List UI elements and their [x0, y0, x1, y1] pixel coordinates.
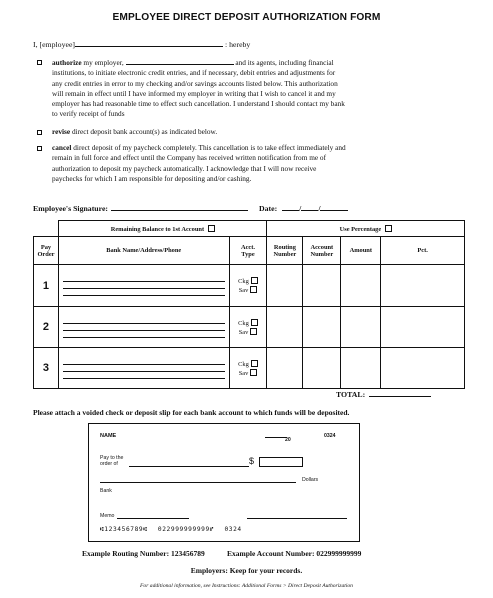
routing-cell[interactable]	[267, 307, 303, 348]
ckg-checkbox[interactable]	[251, 319, 258, 326]
bank-info-cell[interactable]	[58, 307, 229, 348]
pay-to-line: Pay to the	[100, 455, 124, 461]
pct-cell[interactable]	[381, 265, 465, 307]
use-percentage-label: Use Percentage	[339, 225, 382, 233]
amount-cell[interactable]	[341, 265, 381, 307]
authorize-line: employer has had reasonable time to effect such cancellation. I understand I should contact my bank	[52, 99, 345, 109]
sav-checkbox[interactable]	[250, 369, 257, 376]
check-name: NAME	[100, 433, 117, 439]
revise-checkbox[interactable]	[37, 130, 42, 135]
micr-routing: ⑆123456789⑆	[100, 526, 148, 533]
payee-line	[129, 466, 249, 467]
employee-name-field[interactable]	[75, 39, 223, 47]
pay-to-line: order of	[100, 461, 118, 467]
micr-check: 0324	[224, 526, 242, 533]
pct-cell[interactable]	[381, 348, 465, 389]
sav-label: Sav	[238, 328, 249, 336]
amount-cell[interactable]	[341, 348, 381, 389]
use-percentage-header	[267, 221, 465, 237]
table-row	[34, 265, 465, 307]
written-amount-line	[100, 482, 296, 483]
authorize-lead: authorize	[52, 58, 82, 67]
acct-type-line: Type	[241, 250, 255, 258]
ckg-checkbox[interactable]	[251, 277, 258, 284]
cancel-checkbox[interactable]	[37, 146, 42, 151]
account-cell[interactable]	[303, 307, 341, 348]
ckg-label: Ckg	[238, 360, 249, 368]
revise-line1: direct deposit bank account(s) as indicated below.	[71, 127, 218, 136]
employee-intro	[33, 39, 250, 49]
cancel-line: paychecks for which I am responsible for depositing and/or cashing.	[52, 173, 252, 183]
amount-box	[259, 457, 303, 467]
cancel-line1: direct deposit of my paycheck completely. This cancellation is to take effect immediately and	[73, 143, 346, 152]
bank-info-cell[interactable]	[58, 348, 229, 389]
table-row	[34, 307, 465, 348]
sav-checkbox[interactable]	[250, 328, 257, 335]
pay-order-number: 1	[34, 265, 59, 307]
signature-row	[33, 203, 248, 213]
date-month-field[interactable]	[282, 203, 302, 213]
attach-note: Please attach a voided check or deposit slip for each bank account to which funds will be deposited.	[33, 408, 350, 417]
routing-line: Number	[273, 250, 297, 258]
employers-note: Employers: Keep for your records.	[190, 566, 303, 575]
memo-label: Memo	[100, 513, 115, 519]
authorize-line: to verify receipt of funds	[52, 109, 125, 119]
account-header	[303, 237, 341, 265]
deposit-accounts-table	[33, 220, 465, 389]
signature-line	[247, 518, 347, 519]
sav-label: Sav	[238, 369, 249, 377]
routing-cell[interactable]	[267, 265, 303, 307]
authorize-line: institutions, to initiate electronic credit entries, and if necessary, debit entries and adjustments for	[52, 68, 336, 78]
signature-field[interactable]	[111, 203, 248, 211]
account-line: Number	[310, 250, 334, 258]
routing-header	[267, 237, 303, 265]
acct-type-cell	[229, 348, 267, 389]
additional-info: For additional information, see Instructions: Additional Forms > Direct Deposit Authorization	[140, 583, 353, 589]
account-line: Account	[310, 243, 334, 251]
pay-to-label	[100, 455, 123, 467]
check-date-line	[265, 437, 287, 438]
total-field[interactable]	[369, 389, 431, 397]
authorize-line: any credit entries in error to my checking and/or savings accounts listed below. This authorization	[52, 78, 338, 88]
routing-cell[interactable]	[267, 348, 303, 389]
pay-order-header	[34, 237, 59, 265]
total-row	[336, 389, 431, 399]
acct-type-line: Acct.	[240, 243, 255, 251]
dollar-sign: $	[249, 456, 255, 466]
sav-checkbox[interactable]	[250, 286, 257, 293]
pay-order-line: Pay	[40, 243, 52, 251]
ckg-label: Ckg	[238, 319, 249, 327]
option-revise	[52, 127, 432, 137]
acct-type-header	[229, 237, 267, 265]
amount-header: Amount	[341, 237, 381, 265]
example-account: Example Account Number: 022999999999	[227, 549, 362, 558]
cancel-line: authorization to deposit my paycheck automatically. I acknowledge that I will now receive	[52, 163, 317, 173]
date-year-field[interactable]	[320, 203, 348, 211]
table-row	[34, 348, 465, 389]
pay-order-line: Order	[37, 250, 55, 258]
bank-label: Bank	[100, 488, 112, 494]
amount-cell[interactable]	[341, 307, 381, 348]
cancel-lead: cancel	[52, 143, 72, 152]
pay-order-number: 3	[34, 348, 59, 389]
date-label: Date:	[259, 204, 278, 213]
total-label: TOTAL:	[336, 390, 366, 399]
micr-account: 022999999999⑈	[157, 526, 215, 533]
employer-name-field[interactable]	[126, 57, 234, 65]
ckg-label: Ckg	[238, 278, 249, 285]
check-number: 0324	[324, 433, 336, 439]
date-separator: /	[299, 204, 302, 213]
remaining-balance-header	[58, 221, 266, 237]
acct-type-cell	[229, 265, 267, 307]
cancel-line: remain in full force and effect until the Company has received written notification from me of	[52, 153, 327, 163]
memo-line	[117, 518, 189, 519]
account-cell[interactable]	[303, 348, 341, 389]
revise-lead: revise	[52, 127, 71, 136]
intro-prefix: I, [employee]	[33, 40, 75, 49]
bank-name-header: Bank Name/Address/Phone	[58, 237, 229, 265]
option-authorize	[52, 57, 432, 120]
signature-label: Employee's Signature:	[33, 204, 109, 213]
sav-label: Sav	[238, 287, 249, 294]
authorize-checkbox[interactable]	[37, 60, 42, 65]
authorize-line: will remain in effect until I have informed my employer in writing that I wish to cancel it and my	[52, 88, 336, 98]
date-row	[259, 203, 348, 213]
dollars-label: Dollars	[302, 477, 319, 483]
acct-type-cell	[229, 307, 267, 348]
check-twenty: 20	[285, 437, 291, 443]
sample-check	[88, 423, 360, 542]
date-day-field[interactable]	[301, 203, 321, 213]
intro-suffix: : hereby	[225, 40, 251, 49]
authorize-line1b: and its agents, including financial	[235, 58, 334, 67]
remaining-balance-checkbox[interactable]	[208, 225, 215, 232]
pct-cell[interactable]	[381, 307, 465, 348]
use-percentage-checkbox[interactable]	[385, 225, 392, 232]
example-routing: Example Routing Number: 123456789	[82, 549, 205, 558]
option-cancel	[52, 143, 432, 184]
form-title: EMPLOYEE DIRECT DEPOSIT AUTHORIZATION FORM	[112, 12, 381, 23]
account-cell[interactable]	[303, 265, 341, 307]
routing-line: Routing	[273, 243, 296, 251]
blank-cell	[34, 221, 59, 237]
ckg-checkbox[interactable]	[251, 360, 258, 367]
remaining-balance-label: Remaining Balance to 1st Account	[110, 225, 205, 233]
micr-line	[100, 526, 242, 533]
authorize-line1a: my employer,	[83, 58, 124, 67]
pct-header: Pct.	[381, 237, 465, 265]
date-separator: /	[318, 204, 321, 213]
bank-info-cell[interactable]	[58, 265, 229, 307]
pay-order-number: 2	[34, 307, 59, 348]
